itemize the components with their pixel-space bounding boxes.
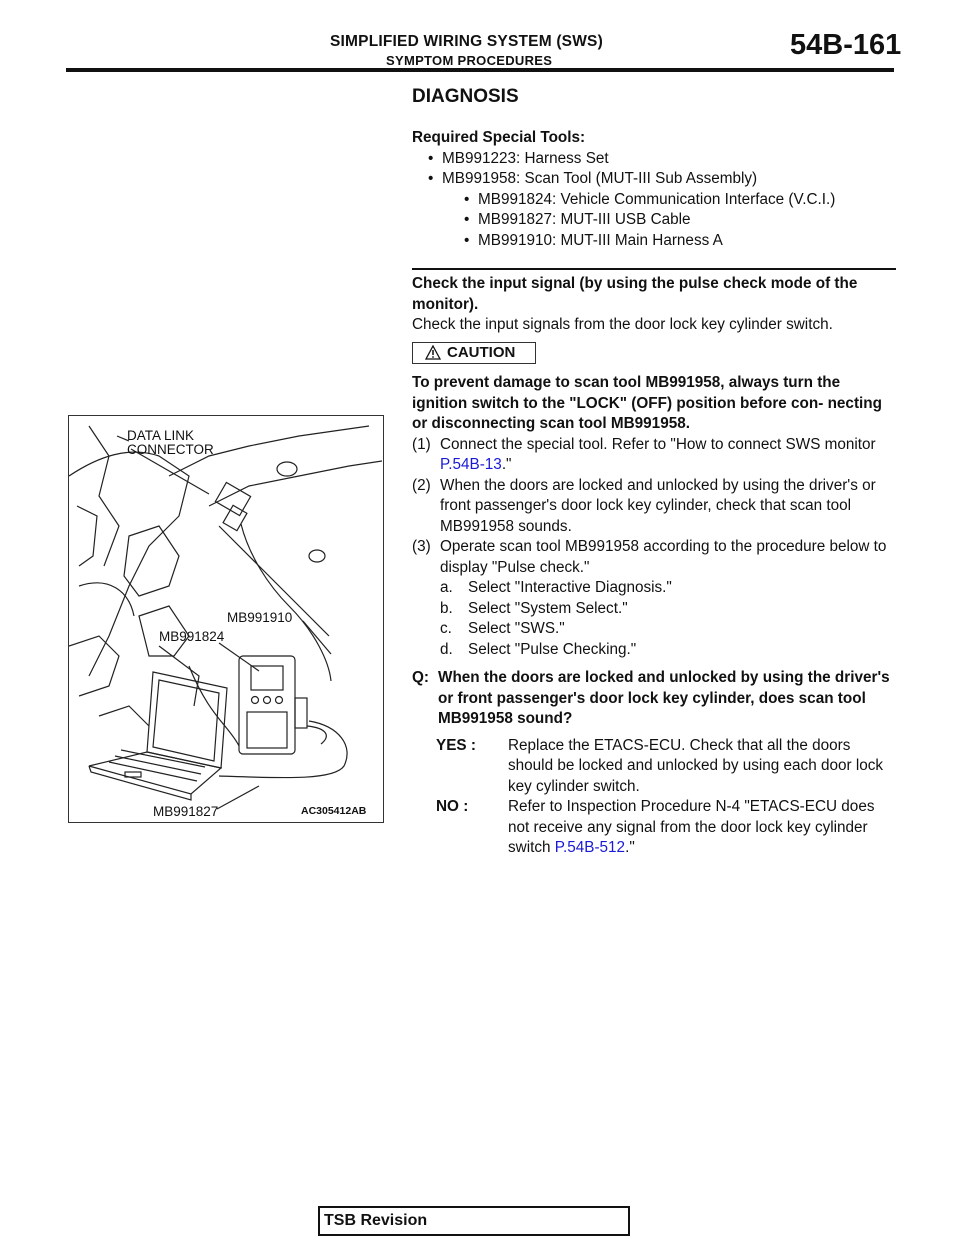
step-text-tail: ." — [501, 456, 512, 473]
header-subtitle: SYMPTOM PROCEDURES — [386, 53, 553, 68]
substep-item — [412, 599, 896, 620]
substep-letter: b. — [440, 599, 453, 617]
check-heading: Check the input signal (by using the pulse check mode of the monitor). — [412, 275, 858, 313]
substep-letter: d. — [440, 640, 453, 658]
step-text: When the doors are locked and unlocked by using the driver's or front passenger's door lock key cylinder, check that scan tool MB991958 sounds. — [440, 476, 876, 535]
substep-item — [412, 578, 896, 599]
figure-code: AC305412AB — [301, 805, 367, 817]
question-text: When the doors are locked and unlocked by using the driver's or front passenger's door lock key cylinder, does scan tool MB991958 sound? — [438, 669, 890, 727]
step-number: (2) — [412, 476, 431, 494]
answer-yes — [436, 736, 896, 798]
label-mb991827: MB991827 — [153, 804, 219, 819]
substep-item — [412, 640, 896, 661]
label-data-link: DATA LINK — [127, 428, 195, 443]
content-column — [412, 86, 896, 859]
list-item: • MB991824: Vehicle Communication Interface (V.C.I.) — [464, 190, 896, 211]
header-title: SIMPLIFIED WIRING SYSTEM (SWS) — [330, 33, 603, 50]
page-link[interactable]: P.54B-13 — [440, 456, 502, 473]
label-mb991824: MB991824 — [159, 629, 225, 644]
question — [412, 668, 896, 730]
substep-text: Select "Pulse Checking." — [468, 640, 637, 658]
section-rule — [412, 268, 896, 270]
step-item — [412, 435, 896, 476]
question-label: Q: — [412, 669, 429, 686]
substep-text: Select "Interactive Diagnosis." — [468, 579, 672, 596]
list-item: • MB991910: MUT-III Main Harness A — [464, 231, 896, 252]
diagnosis-title: DIAGNOSIS — [412, 86, 519, 107]
step-number: (1) — [412, 435, 431, 453]
substep-item — [412, 619, 896, 640]
warning-icon — [425, 345, 441, 366]
tsb-revision-box: TSB Revision — [318, 1206, 630, 1236]
label-connector: CONNECTOR — [127, 442, 214, 457]
caution-label: CAUTION — [447, 343, 516, 361]
tools-list — [412, 149, 896, 190]
answer-no — [436, 797, 896, 859]
tools-sublist — [412, 190, 896, 252]
caution-text: To prevent damage to scan tool MB991958, always turn the ignition switch to the "LOCK" (OFF) position before con- necting or disconnecting scan tool MB991958. — [412, 374, 882, 432]
step-item — [412, 476, 896, 538]
list-item: • MB991958: Scan Tool (MUT-III Sub Assembly) — [428, 169, 896, 190]
step-text: Connect the special tool. Refer to "How to connect SWS monitor — [440, 435, 876, 453]
header-rule — [66, 68, 894, 72]
step-number: (3) — [412, 538, 431, 555]
substep-text: Select "System Select." — [468, 599, 628, 617]
answer-label: NO : — [436, 798, 469, 815]
page-link[interactable]: P.54B-512 — [554, 839, 626, 856]
connection-illustration — [69, 416, 383, 822]
label-mb991910: MB991910 — [227, 610, 293, 625]
answer-text-tail: ." — [625, 839, 635, 856]
connection-figure — [68, 415, 384, 823]
list-item: • MB991223: Harness Set — [428, 149, 896, 170]
step-item — [412, 537, 896, 578]
answer-text: Replace the ETACS-ECU. Check that all the doors should be locked and unlocked by using each door lock key cylinder switch. — [508, 736, 884, 795]
substep-letter: a. — [440, 579, 453, 596]
list-item: • MB991827: MUT-III USB Cable — [464, 210, 896, 231]
check-description: Check the input signals from the door lock key cylinder switch. — [412, 316, 833, 333]
caution-box — [412, 342, 536, 364]
substep-letter: c. — [440, 620, 452, 637]
answer-label: YES : — [436, 736, 476, 754]
page-number: 54B-161 — [790, 29, 902, 61]
substep-text: Select "SWS." — [468, 620, 565, 637]
step-text: Operate scan tool MB991958 according to the procedure below to display "Pulse check." — [440, 538, 887, 576]
tools-heading: Required Special Tools: — [412, 129, 586, 146]
answer-text: Refer to Inspection Procedure N-4 "ETACS-ECU does not receive any signal from the door lock key cylinder switch — [508, 798, 875, 856]
